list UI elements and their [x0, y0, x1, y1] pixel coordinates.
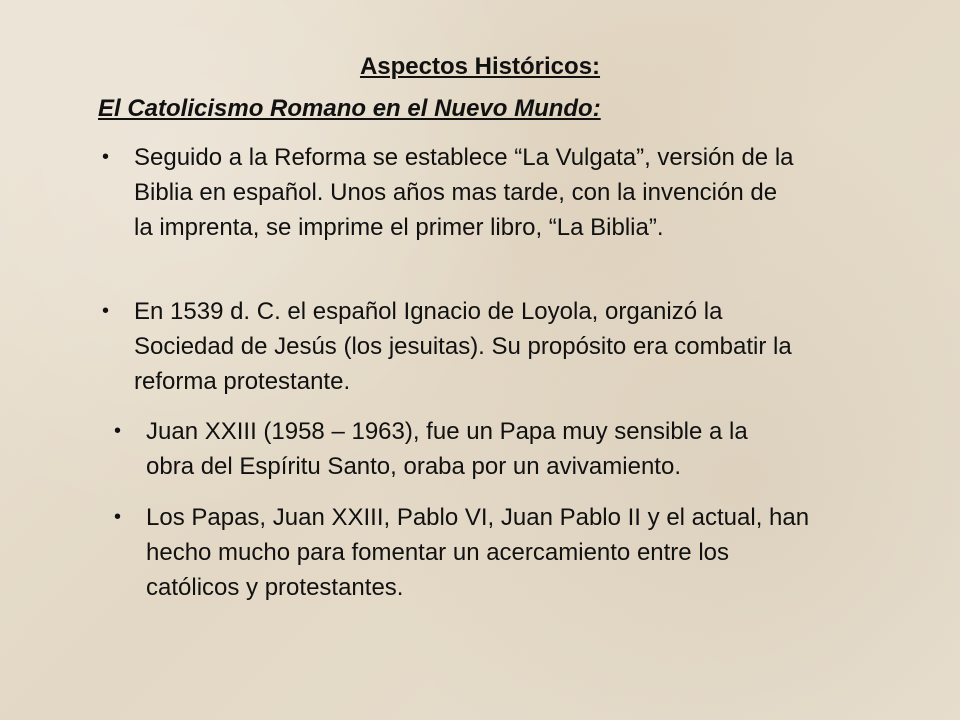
bullet-item-reforma: [102, 140, 924, 245]
bullet-dot-icon: •: [102, 300, 110, 322]
bullet-line: Juan XXIII (1958 – 1963), fue un Papa muy sensible a la: [146, 418, 748, 445]
bullet-line: la imprenta, se imprime el primer libro, “La Biblia”.: [134, 214, 664, 241]
slide-heading: Aspectos Históricos:: [359, 53, 601, 80]
bullet-item-loyola: [102, 294, 924, 399]
bullet-item-juan-xxiii: [114, 414, 906, 484]
bullet-dot-icon: •: [114, 506, 122, 528]
bullet-line: Sociedad de Jesús (los jesuitas). Su propósito era combatir la: [134, 333, 792, 360]
bullet-line: hecho mucho para fomentar un acercamiento entre los: [146, 539, 729, 566]
slide-subheading: El Catolicismo Romano en el Nuevo Mundo:: [98, 95, 601, 122]
bullet-line: reforma protestante.: [134, 368, 351, 395]
bullet-line: Los Papas, Juan XXIII, Pablo VI, Juan Pablo II y el actual, han: [146, 504, 810, 531]
bullet-line: Seguido a la Reforma se establece “La Vulgata”, versión de la: [134, 144, 794, 171]
bullet-line: católicos y protestantes.: [146, 574, 404, 601]
bullet-line: obra del Espíritu Santo, oraba por un avivamiento.: [146, 453, 681, 480]
bullet-dot-icon: •: [102, 146, 110, 168]
bullet-dot-icon: •: [114, 420, 122, 442]
bullet-line: En 1539 d. C. el español Ignacio de Loyola, organizó la: [134, 298, 723, 325]
bullet-line: Biblia en español. Unos años mas tarde, con la invención de: [134, 179, 778, 206]
bullet-item-papas: [114, 500, 906, 605]
